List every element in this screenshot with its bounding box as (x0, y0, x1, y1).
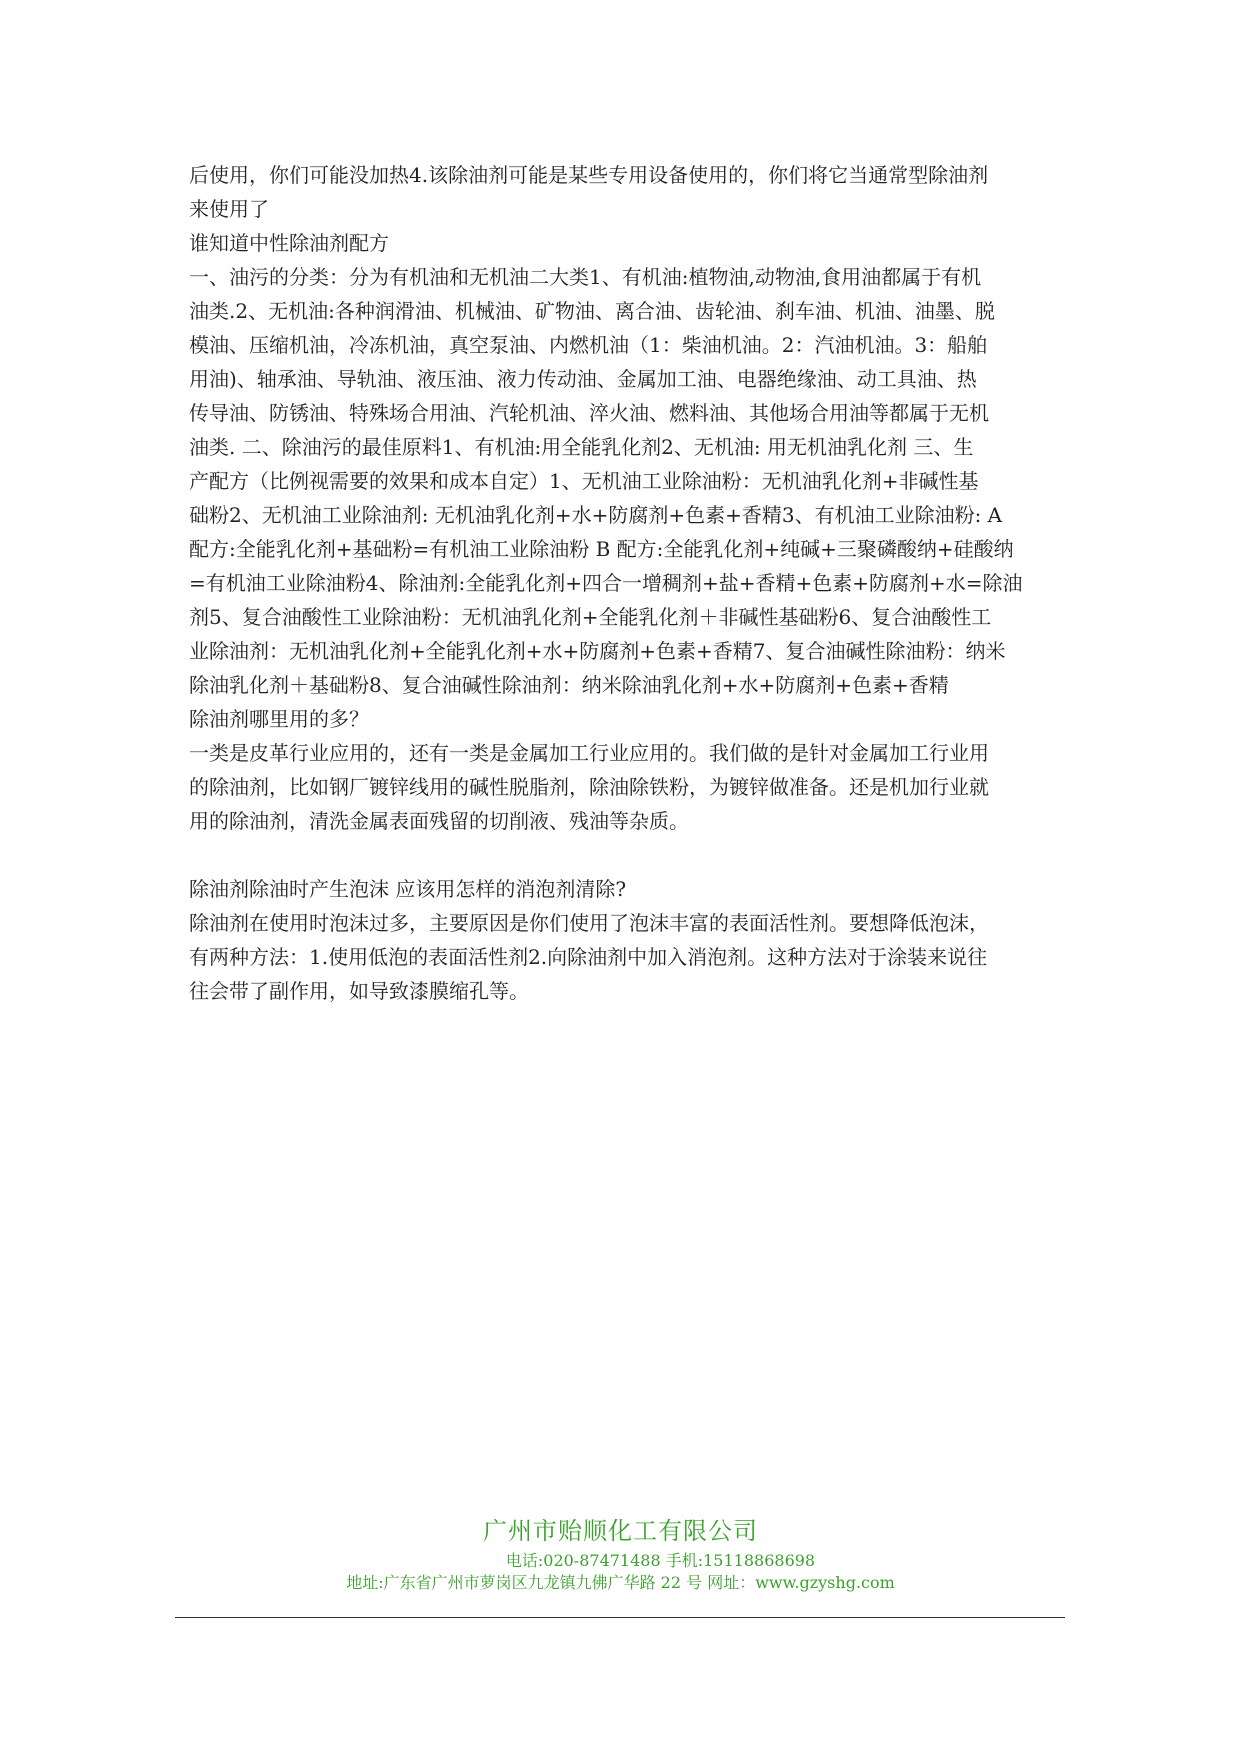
text-line: 传导油、防锈油、特殊场合用油、汽轮机油、淬火油、燃料油、其他场合用油等都属于无机 (189, 401, 989, 425)
text-line: 一、油污的分类：分为有机油和无机油二大类1、有机油:植物油,动物油,食用油都属于有机 (189, 265, 982, 289)
text-line: 础粉2、无机油工业除油剂: 无机油乳化剂+水+防腐剂+色素+香精3、有机油工业除油粉: A (189, 503, 1003, 527)
text-line: 产配方（比例视需要的效果和成本自定）1、无机油工业除油粉：无机油乳化剂+非碱性基 (189, 469, 979, 493)
document-body (189, 158, 1057, 1008)
text-line: 有两种方法：1.使用低泡的表面活性剂2.向除油剂中加入消泡剂。这种方法对于涂装来说往 (189, 945, 988, 969)
text-line: 模油、压缩机油，冷冻机油，真空泵油、内燃机油（1：柴油机油。2：汽油机油。3：船舶 (189, 333, 988, 357)
text-line: 油类.2、无机油:各种润滑油、机械油、矿物油、离合油、齿轮油、刹车油、机油、油墨、脱 (189, 299, 995, 323)
footer-divider (175, 1617, 1065, 1618)
text-line: 除油乳化剂＋基础粉8、复合油碱性除油剂：纳米除油乳化剂+水+防腐剂+色素+香精 (189, 673, 949, 697)
text-line: =有机油工业除油粉4、除油剂:全能乳化剂+四合一增稠剂+盐+香精+色素+防腐剂+水=除油 (189, 571, 1023, 595)
contact-address: 地址:广东省广州市萝岗区九龙镇九佛广华路 22 号 网址：www.gzyshg.com (346, 1573, 895, 1592)
contact-phone: 电话:020-87471488 手机:15118868698 (505, 1551, 816, 1570)
text-line: 用的除油剂，清洗金属表面残留的切削液、残油等杂质。 (189, 809, 689, 833)
text-line (189, 838, 1057, 872)
text-line: 用油)、轴承油、导轨油、液压油、液力传动油、金属加工油、电器绝缘油、动工具油、热 (189, 367, 977, 391)
text-line: 除油剂在使用时泡沫过多，主要原因是你们使用了泡沫丰富的表面活性剂。要想降低泡沫， (189, 911, 989, 935)
company-name: 广州市贻顺化工有限公司 (483, 1517, 758, 1545)
text-line: 谁知道中性除油剂配方 (189, 231, 389, 255)
text-line: 后使用，你们可能没加热4.该除油剂可能是某些专用设备使用的，你们将它当通常型除油剂 (189, 163, 989, 187)
text-line: 剂5、复合油酸性工业除油粉：无机油乳化剂+全能乳化剂＋非碱性基础粉6、复合油酸性工 (189, 605, 992, 629)
text-line: 除油剂哪里用的多？ (189, 707, 369, 731)
letterhead-footer (0, 1516, 1241, 1594)
text-line: 往会带了副作用，如导致漆膜缩孔等。 (189, 979, 529, 1003)
text-line: 除油剂除油时产生泡沫 应该用怎样的消泡剂清除? (189, 877, 627, 901)
text-line: 业除油剂：无机油乳化剂+全能乳化剂+水+防腐剂+色素+香精7、复合油碱性除油粉：纳米 (189, 639, 1006, 663)
text-line: 配方:全能乳化剂+基础粉=有机油工业除油粉 B 配方:全能乳化剂+纯碱+三聚磷酸纳+硅酸纳 (189, 537, 1014, 561)
text-line: 油类. 二、除油污的最佳原料1、有机油:用全能乳化剂2、无机油: 用无机油乳化剂 三、生 (189, 435, 974, 459)
text-line: 的除油剂，比如钢厂镀锌线用的碱性脱脂剂，除油除铁粉，为镀锌做准备。还是机加行业就 (189, 775, 989, 799)
text-line: 一类是皮革行业应用的，还有一类是金属加工行业应用的。我们做的是针对金属加工行业用 (189, 741, 989, 765)
text-line: 来使用了 (189, 197, 269, 221)
